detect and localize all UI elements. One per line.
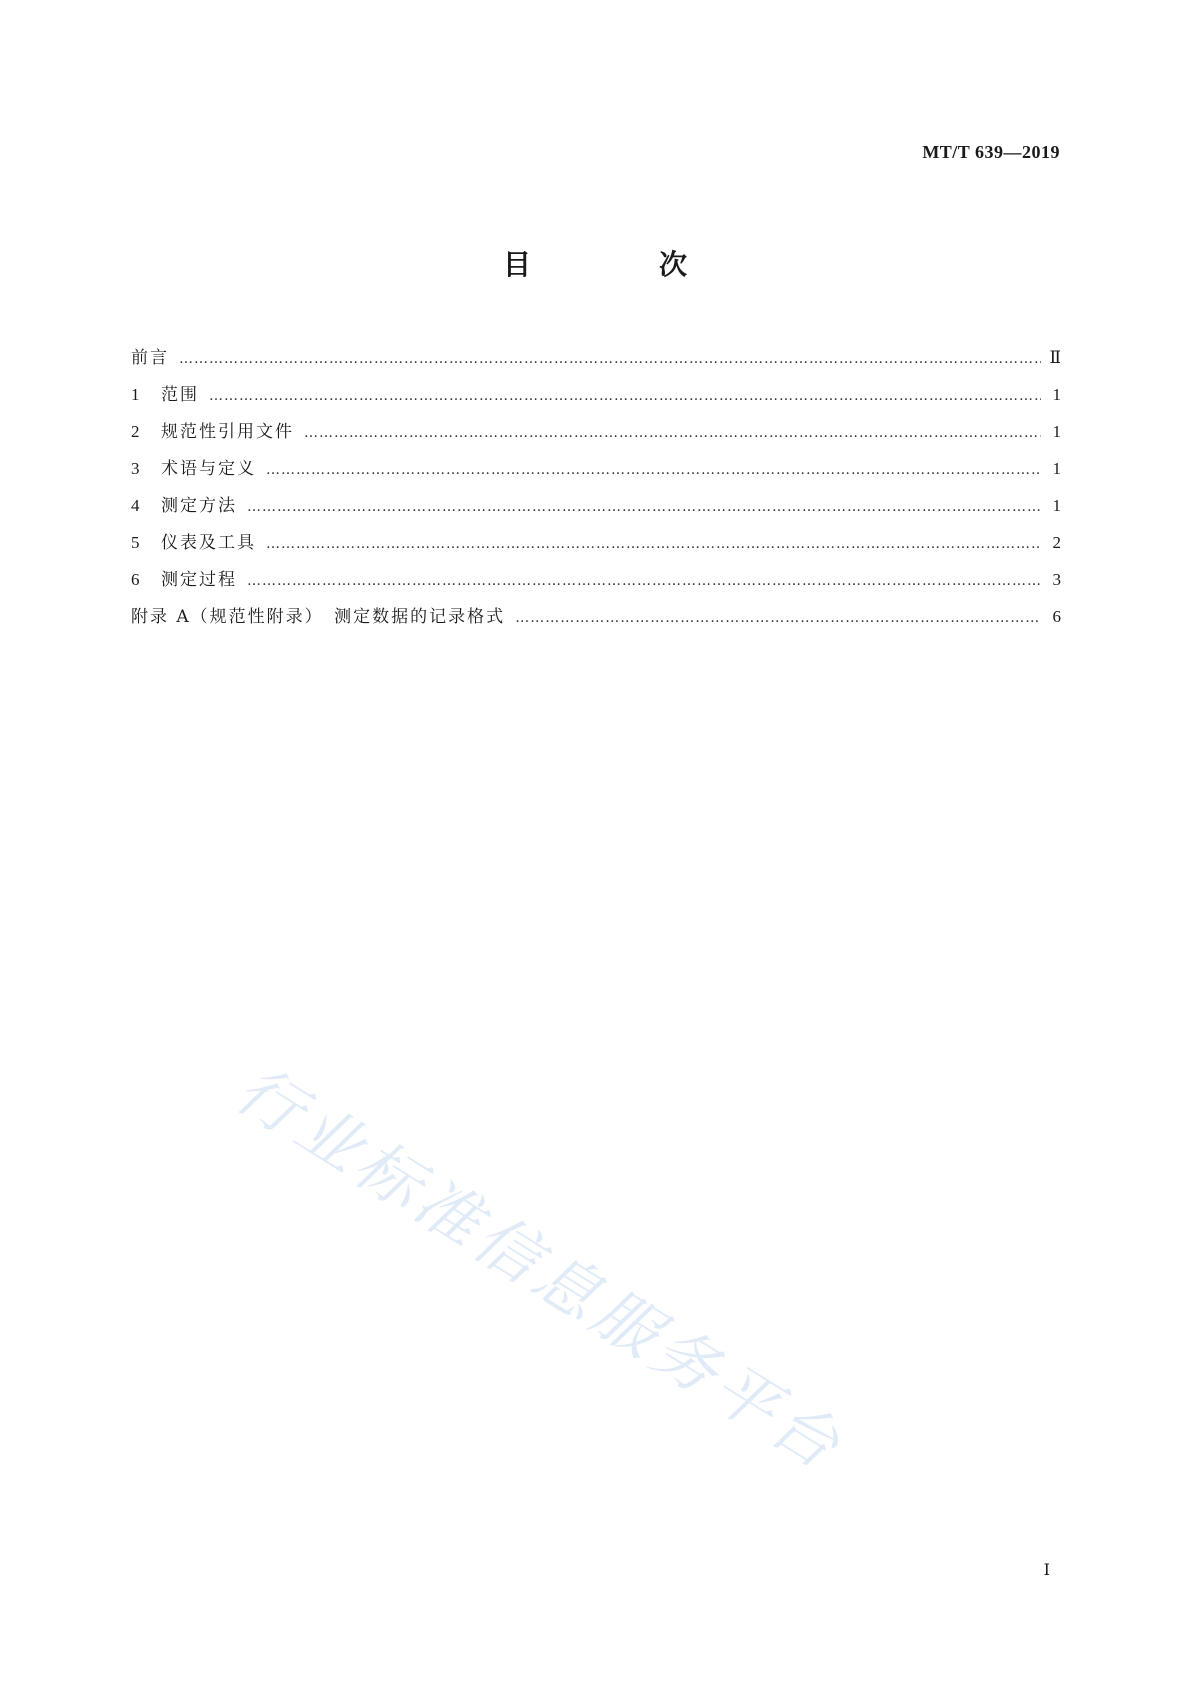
toc-dot-leader	[515, 610, 1041, 626]
toc-dot-leader	[179, 351, 1041, 367]
toc-entry-number: 5	[131, 533, 140, 552]
toc-entry-number: 1	[131, 385, 140, 404]
toc-entry-page: 2	[1052, 533, 1061, 552]
toc-entry-label: 仪表及工具	[161, 533, 256, 553]
toc-entry-label: 术语与定义	[161, 459, 256, 479]
toc-entry-normative-references[interactable]	[131, 417, 1061, 454]
toc-entry-method[interactable]	[131, 491, 1061, 528]
toc-dot-leader	[266, 462, 1041, 478]
toc-entry-annex-a[interactable]	[131, 602, 1061, 639]
toc-entry-foreword[interactable]	[131, 343, 1061, 380]
watermark: 行业标准信息服务平台	[222, 1052, 856, 1487]
table-of-contents	[131, 343, 1061, 639]
toc-entry-label: 规范性引用文件	[161, 422, 294, 442]
toc-entry-terms-definitions[interactable]	[131, 454, 1061, 491]
toc-entry-label: 前言	[131, 348, 169, 368]
toc-dot-leader	[209, 388, 1041, 404]
toc-entry-procedure[interactable]	[131, 565, 1061, 602]
toc-entry-page: 3	[1052, 570, 1061, 589]
toc-dot-leader	[247, 499, 1041, 515]
toc-entry-label: 测定方法	[161, 496, 237, 516]
toc-entry-label: 附录 A（规范性附录） 测定数据的记录格式	[131, 607, 506, 627]
toc-entry-scope[interactable]	[131, 380, 1061, 417]
toc-entry-page: 1	[1052, 459, 1061, 478]
toc-entry-label: 测定过程	[161, 570, 237, 590]
toc-entry-number: 2	[131, 422, 140, 441]
toc-entry-page: 6	[1052, 607, 1061, 626]
toc-entry-page: 1	[1052, 496, 1061, 515]
toc-dot-leader	[304, 425, 1041, 441]
page-number: Ⅰ	[1043, 1562, 1050, 1579]
toc-entry-number: 6	[131, 570, 140, 589]
toc-entry-instruments[interactable]	[131, 528, 1061, 565]
toc-title: 目 次	[502, 248, 737, 281]
toc-dot-leader	[266, 536, 1041, 552]
toc-dot-leader	[247, 573, 1041, 589]
toc-entry-label: 范围	[161, 385, 199, 405]
toc-entry-page: Ⅱ	[1049, 348, 1061, 367]
toc-entry-number: 3	[131, 459, 140, 478]
toc-entry-page: 1	[1052, 422, 1061, 441]
toc-entry-number: 4	[131, 496, 140, 515]
toc-entry-page: 1	[1052, 385, 1061, 404]
standard-code: MT/T 639—2019	[922, 142, 1060, 162]
